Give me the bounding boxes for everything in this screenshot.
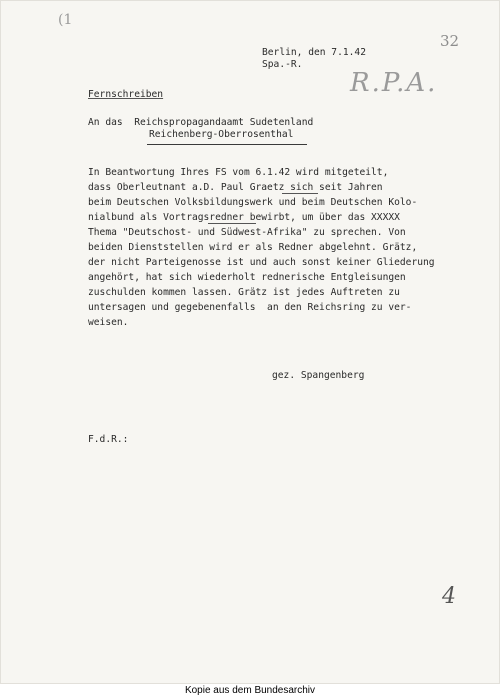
place-and-date: Berlin, den 7.1.42	[262, 47, 366, 58]
addressee-line-1: An das Reichspropagandaamt Sudetenland	[88, 117, 314, 128]
top-left-pencil-mark: (1	[58, 12, 73, 28]
body-line: In Beantwortung Ihres FS vom 6.1.42 wird mitgeteilt,	[88, 167, 389, 178]
body-line: zuschulden kommen lassen. Grätz ist jedes Auftreten zu	[88, 287, 400, 298]
addressee-underline	[147, 144, 307, 145]
handwritten-initials: R.P.A.	[350, 68, 438, 98]
name-underline	[282, 193, 318, 194]
fdr-certification: F.d.R.:	[88, 434, 129, 445]
body-line: der nicht Parteigenosse ist und auch sonst keiner Gliederung	[88, 257, 435, 268]
body-line: angehört, hat sich wiederholt rednerische Entgleisungen	[88, 272, 406, 283]
archive-page-number: 32	[440, 32, 460, 50]
body-line: beim Deutschen Volksbildungswerk und beim Deutschen Kolo-	[88, 197, 418, 208]
body-line: weisen.	[88, 317, 129, 328]
body-line: untersagen und gegebenenfalls an den Reichsring zu ver-	[88, 302, 412, 313]
reference-code: Spa.-R.	[262, 59, 303, 70]
body-line: nialbund als Vortragsredner bewirbt, um über das XXXXX	[88, 212, 400, 223]
bottom-right-pencil-mark: 4	[442, 584, 456, 609]
body-line: dass Oberleutnant a.D. Paul Graetz sich seit Jahren	[88, 182, 383, 193]
body-line: beiden Dienststellen wird er als Redner abgelehnt. Grätz,	[88, 242, 418, 253]
addressee-line-2: Reichenberg-Oberrosenthal	[149, 129, 294, 140]
speaker-underline	[208, 223, 256, 224]
body-line: Thema "Deutschost- und Südwest-Afrika" zu sprechen. Von	[88, 227, 406, 238]
document-title: Fernschreiben	[88, 89, 164, 100]
signature-line: gez. Spangenberg	[272, 370, 365, 381]
archive-footer-caption: Kopie aus dem Bundesarchiv	[184, 685, 316, 696]
